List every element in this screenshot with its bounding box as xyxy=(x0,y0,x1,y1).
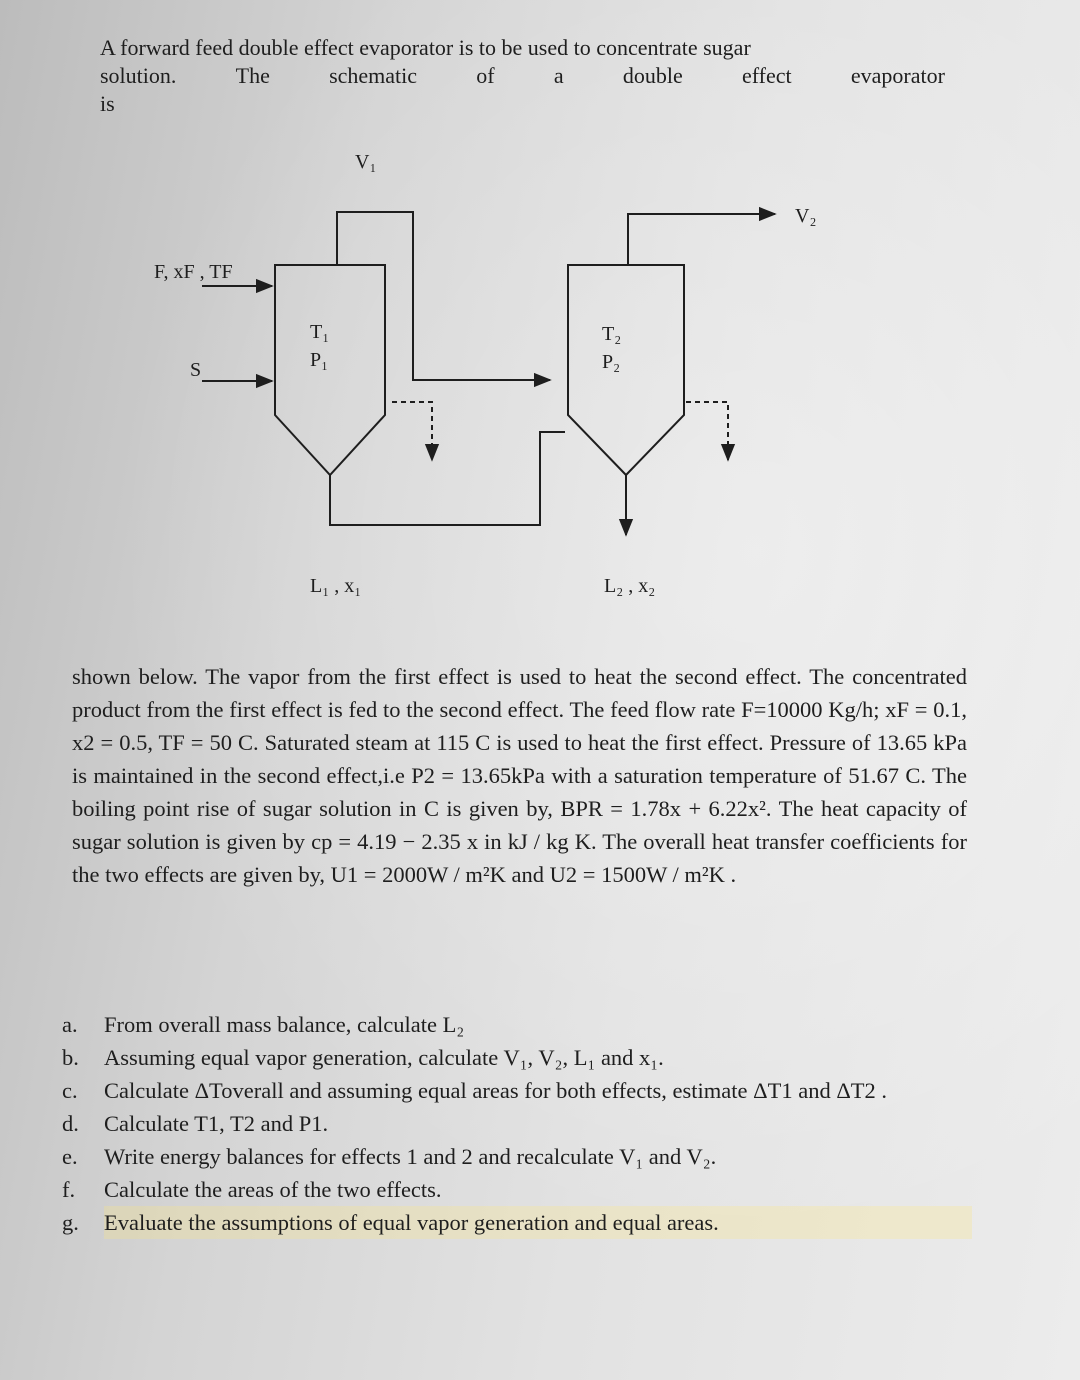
intro-line-2 xyxy=(100,62,945,90)
evaporator-schematic xyxy=(140,140,840,610)
question-list xyxy=(62,1008,972,1239)
v2-label: V₂ xyxy=(795,205,817,227)
p1-label: P₁ xyxy=(310,349,329,371)
feed-label: F, xF , TF xyxy=(154,261,233,283)
question-text: Write energy balances for effects 1 and 2 and recalculate V₁ and V₂. xyxy=(104,1144,717,1169)
question-item xyxy=(62,1107,972,1140)
question-text: Calculate ΔToverall and assuming equal areas for both effects, estimate ΔT1 and ΔT2 . xyxy=(104,1078,888,1103)
intro-word: schematic xyxy=(329,63,418,88)
intro-word: The xyxy=(235,63,270,88)
v1-vapor-line xyxy=(337,212,550,380)
question-letter: g. xyxy=(62,1210,79,1235)
effect-1-vessel xyxy=(275,265,385,475)
question-letter: c. xyxy=(62,1078,78,1103)
intro-word: of xyxy=(476,63,495,88)
problem-statement xyxy=(72,660,967,891)
l1-product-line xyxy=(330,432,565,525)
t2-label: T₂ xyxy=(602,323,622,345)
steam-label: S xyxy=(190,359,202,381)
intro-line-1: A forward feed double effect evaporator is to be used to concentrate sugar xyxy=(100,35,751,60)
v2-vapor-line xyxy=(628,214,775,265)
intro-word: evaporator xyxy=(850,63,945,88)
question-text: Calculate the areas of the two effects. xyxy=(104,1177,442,1202)
intro-paragraph xyxy=(100,34,945,118)
question-item xyxy=(62,1041,972,1074)
intro-word: a xyxy=(553,63,564,88)
l2-label: L₂ , x₂ xyxy=(604,575,656,597)
intro-word: effect xyxy=(741,63,792,88)
question-letter: a. xyxy=(62,1012,78,1037)
condensate-2-line xyxy=(686,402,728,460)
intro-line-3: is xyxy=(100,91,115,116)
question-text: Assuming equal vapor generation, calculate V₁, V₂, L₁ and x₁. xyxy=(104,1045,664,1070)
question-item xyxy=(62,1173,972,1206)
question-item xyxy=(62,1074,972,1107)
l1-label: L₁ , x₁ xyxy=(310,575,362,597)
question-item xyxy=(62,1206,972,1239)
problem-paragraph: shown below. The vapor from the first effect is used to heat the second effect. The concentrated product from the first effect is fed to the second effect. The feed flow rate F=10000 Kg/h; xF = 0.1, x2 = 0.5, TF = 50 C. Saturated steam at 115 C is used to heat the first effect. Pressure of 13.65 kPa is maintained in the second effect,i.e P2 = 13.65kPa with a saturation temperature of 51.67 C. The boiling point rise of sugar solution in C is given by, BPR = 1.78x + 6.22x². The heat capacity of sugar solution is given by cp = 4.19 − 2.35 x in kJ / kg K. The overall heat transfer coefficients for the two effects are given by, U1 = 2000W / m²K and U2 = 1500W / m²K . xyxy=(72,664,967,887)
intro-word: solution. xyxy=(100,63,177,88)
p2-label: P₂ xyxy=(602,351,621,373)
question-item xyxy=(62,1008,972,1041)
question-letter: f. xyxy=(62,1177,76,1202)
question-text: From overall mass balance, calculate L₂ xyxy=(104,1012,465,1037)
question-text: Calculate T1, T2 and P1. xyxy=(104,1111,329,1136)
t1-label: T₁ xyxy=(310,321,330,343)
effect-2-vessel xyxy=(568,265,684,475)
question-letter: b. xyxy=(62,1045,79,1070)
condensate-1-line xyxy=(392,402,432,460)
question-item xyxy=(62,1140,972,1173)
intro-word: double xyxy=(622,63,683,88)
v1-label: V₁ xyxy=(355,151,377,173)
question-letter: e. xyxy=(62,1144,78,1169)
question-letter: d. xyxy=(62,1111,79,1136)
question-text: Evaluate the assumptions of equal vapor generation and equal areas. xyxy=(104,1206,972,1239)
